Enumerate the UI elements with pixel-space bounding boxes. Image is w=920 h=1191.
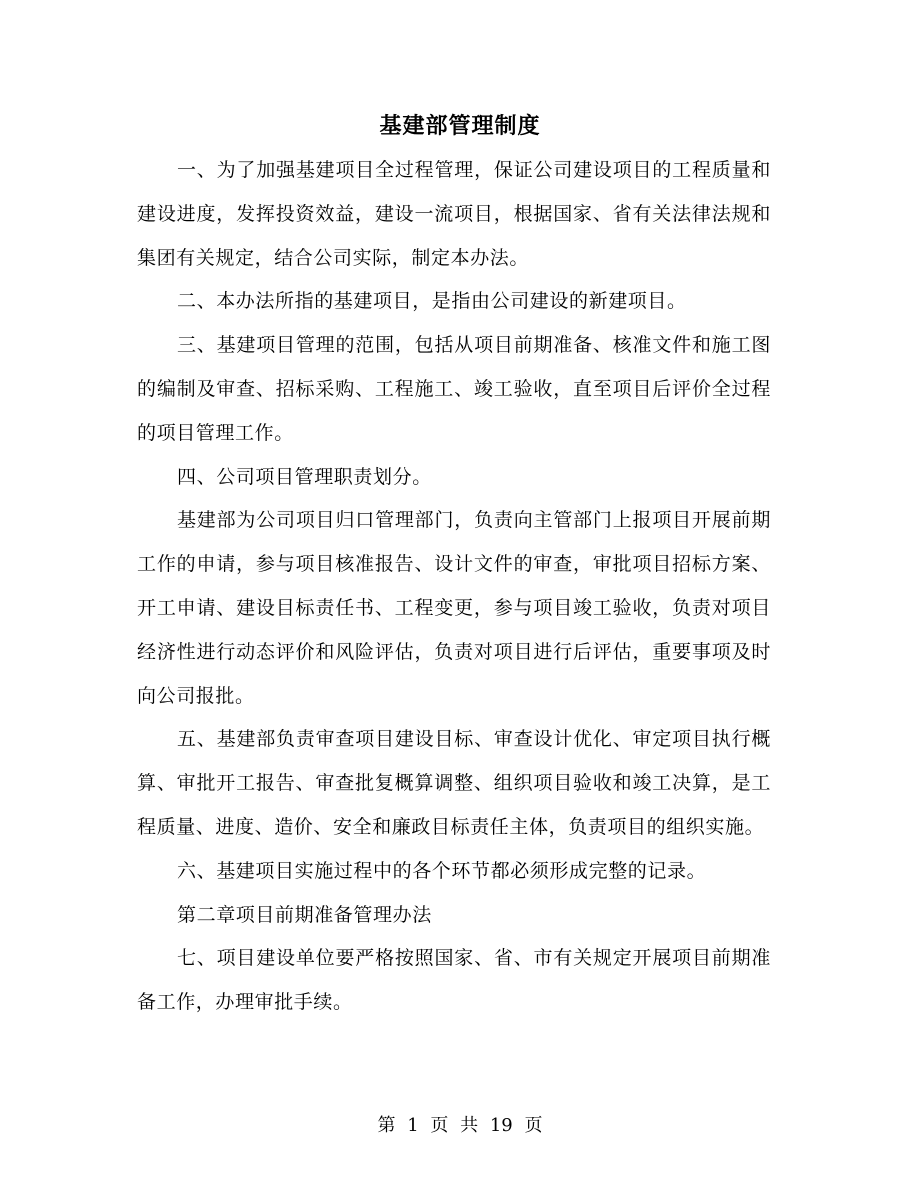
chapter-heading: 第二章项目前期准备管理办法 — [177, 903, 432, 926]
document-title: 基建部管理制度 — [379, 113, 541, 139]
document-body — [137, 149, 771, 1025]
paragraph-7: 六、基建项目实施过程中的各个环节都必须形成完整的记录。 — [177, 859, 707, 882]
paragraph-1: 一、为了加强基建项目全过程管理，保证公司建设项目的工程质量和建设进度，发挥投资效益，建设一流项目，根据国家、省有关法律法规和集团有关规定，结合公司实际，制定本办法。 — [137, 159, 771, 269]
paragraph-5: 基建部为公司项目归口管理部门，负责向主管部门上报项目开展前期工作的申请，参与项目核准报告、设计文件的审查，审批项目招标方案、开工申请、建设目标责任书、工程变更，参与项目竣工验收，负责对项目经济性进行动态评价和风险评估，负责对项目进行后评估，重要事项及时向公司报批。 — [137, 509, 771, 707]
paragraph-2: 二、本办法所指的基建项目，是指由公司建设的新建项目。 — [177, 290, 687, 313]
page-number-footer: 第 1 页 共 19 页 — [377, 1115, 543, 1136]
paragraph-4: 四、公司项目管理职责划分。 — [177, 465, 432, 488]
paragraph-3: 三、基建项目管理的范围，包括从项目前期准备、核准文件和施工图的编制及审查、招标采购、工程施工、竣工验收，直至项目后评价全过程的项目管理工作。 — [137, 334, 771, 444]
paragraph-6: 五、基建部负责审查项目建设目标、审查设计优化、审定项目执行概算、审批开工报告、审查批复概算调整、组织项目验收和竣工决算，是工程质量、进度、造价、安全和廉政目标责任主体，负责项目的组织实施。 — [137, 728, 771, 838]
paragraph-8: 七、项目建设单位要严格按照国家、省、市有关规定开展项目前期准备工作，办理审批手续。 — [137, 947, 771, 1014]
